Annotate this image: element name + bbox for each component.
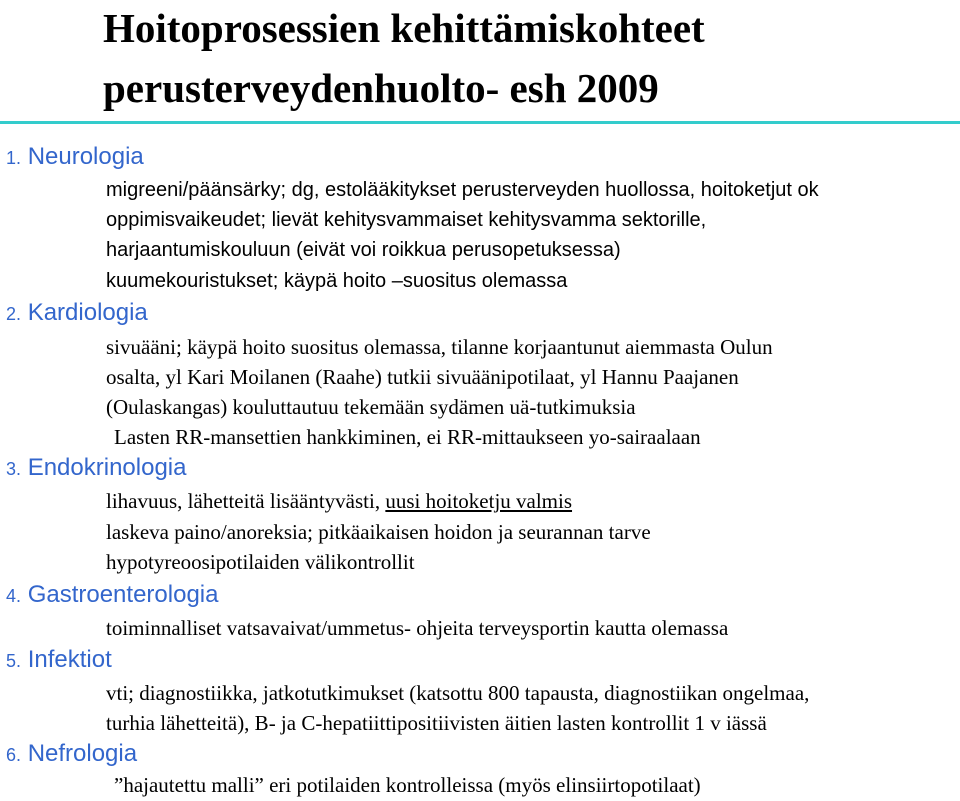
section-line: osalta, yl Kari Moilanen (Raahe) tutkii sivuäänipotilaat, yl Hannu Paajanen xyxy=(106,365,739,389)
section-line: harjaantumiskouluun (eivät voi roikkua perusopetuksessa) xyxy=(106,239,621,261)
section-heading-nefrologia xyxy=(6,740,137,769)
section-line: kuumekouristukset; käypä hoito –suositus olemassa xyxy=(106,270,568,292)
section-line: vti; diagnostiikka, jatkotutkimukset (katsottu 800 tapausta, diagnostiikan ongelmaa, xyxy=(106,681,810,705)
section-name: Endokrinologia xyxy=(27,454,187,481)
title-line-2: perusterveydenhuolto- esh 2009 xyxy=(103,65,659,111)
section-line: toiminnalliset vatsavaivat/ummetus- ohjeita terveysportin kautta olemassa xyxy=(106,616,729,640)
section-heading-kardiologia xyxy=(6,299,148,328)
section-heading-gastroenterologia xyxy=(6,581,218,610)
section-number: 5. xyxy=(6,651,22,671)
section-number: 3. xyxy=(6,459,22,479)
section-line: hypotyreoosipotilaiden välikontrollit xyxy=(106,550,415,574)
title-line-1: Hoitoprosessien kehittämiskohteet xyxy=(103,5,705,51)
section-line: oppimisvaikeudet; lievät kehitysvammaiset kehitysvamma sektorille, xyxy=(106,209,707,231)
section-name: Nefrologia xyxy=(27,740,138,767)
section-heading-endokrinologia xyxy=(6,454,186,483)
section-line xyxy=(106,488,572,514)
section-name: Gastroenterologia xyxy=(27,581,219,608)
section-heading-infektiot xyxy=(6,646,112,675)
section-name: Kardiologia xyxy=(27,299,148,326)
section-heading-neurologia xyxy=(6,143,144,172)
section-line: laskeva paino/anoreksia; pitkäaikaisen hoidon ja seurannan tarve xyxy=(106,520,651,544)
section-number: 4. xyxy=(6,586,22,606)
section-line: turhia lähetteitä), B- ja C-hepatiittipositiivisten äitien lasten kontrollit 1 v iässä xyxy=(106,711,767,735)
section-line: ”hajautettu malli” eri potilaiden kontrolleissa (myös elinsiirtopotilaat) xyxy=(114,773,701,797)
section-line: (Oulaskangas) kouluttautuu tekemään sydämen uä-tutkimuksia xyxy=(106,395,636,419)
section-line: sivuääni; käypä hoito suositus olemassa, tilanne korjaantunut aiemmasta Oulun xyxy=(106,335,773,359)
section-number: 1. xyxy=(6,148,22,168)
title-divider xyxy=(0,121,960,124)
underlined-text: uusi hoitoketju valmis xyxy=(385,489,573,513)
section-name: Infektiot xyxy=(27,646,112,673)
line-text: lihavuus, lähetteitä lisääntyvästi, xyxy=(106,489,386,513)
section-line: migreeni/päänsärky; dg, estolääkitykset perusterveyden huollossa, hoitoketjut ok xyxy=(106,179,819,201)
section-number: 6. xyxy=(6,745,22,765)
section-number: 2. xyxy=(6,304,22,324)
section-name: Neurologia xyxy=(27,143,144,170)
section-line: Lasten RR-mansettien hankkiminen, ei RR-mittaukseen yo-sairaalaan xyxy=(114,425,701,449)
slide-title xyxy=(103,0,943,118)
